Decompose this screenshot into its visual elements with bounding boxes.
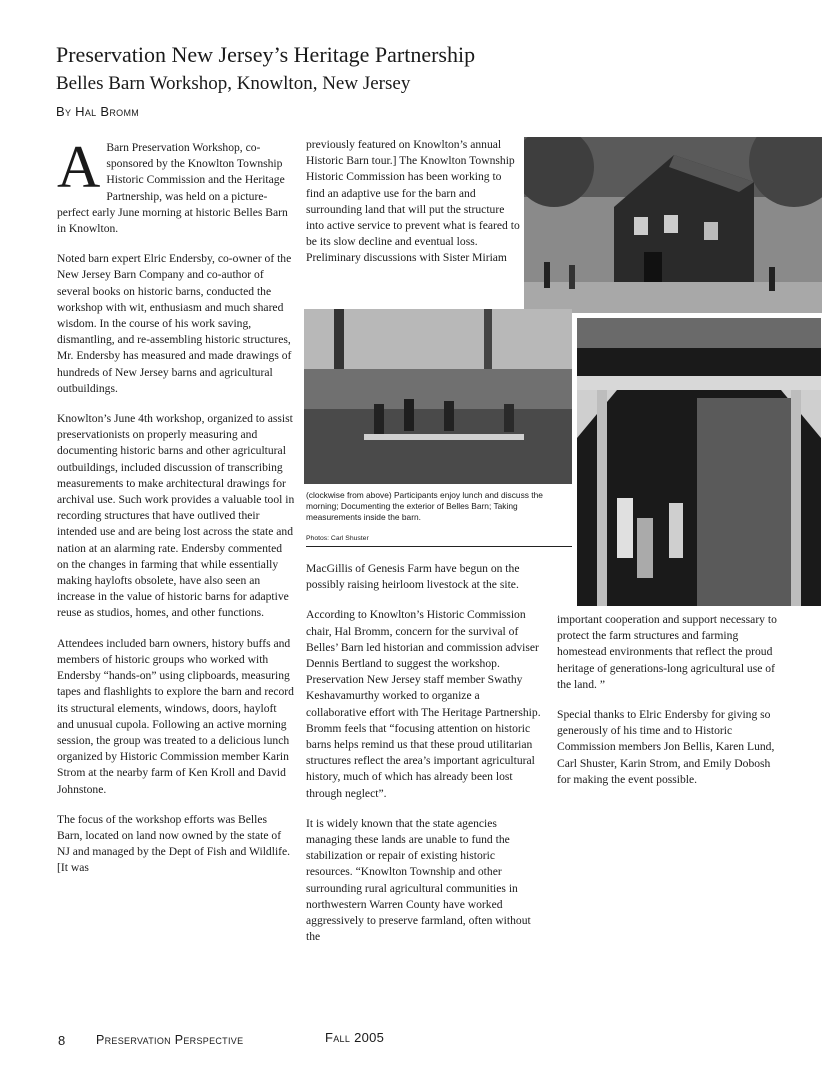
photo-credit: Photos: Carl Shuster [306, 535, 369, 542]
photo-barn-exterior [524, 137, 822, 313]
paragraph: previously featured on Knowlton’s annual Historic Barn tour.] The Knowlton Township Historic Commission has been working to find an adaptive use for the barn and surrounding land that will put the structure into active service to prevent what is feared to be its slow decline and eventual loss. Preliminary discussions with Sister Miriam [306, 138, 520, 265]
photo-caption: (clockwise from above) Participants enjoy lunch and discuss the morning; Documenting the exterior of Belles Barn; Taking measurements inside the barn. [306, 490, 543, 522]
column-2-lower [306, 561, 542, 959]
paragraph: Noted barn expert Elric Endersby, co-owner of the New Jersey Barn Company and co-author of several books on historic barns, conducted the workshop with wit, enthusiasm and much shared wisdom. In the course of his work saving, dismantling, and re-assembling historic structures, Mr. Endersby has measured and made drawings of hundreds of New Jersey barns and agricultural outbuildings. [57, 252, 292, 395]
article-title: Preservation New Jersey’s Heritage Partnership [56, 42, 476, 67]
paragraph: According to Knowlton’s Historic Commission chair, Hal Bromm, concern for the survival of Belles’ Barn led historian and commission adviser Dennis Bertland to suggest the workshop. Preservation New Jersey staff member Swathy Keshavamurthy worked to organize a collaborative effort with The Heritage Partnership. Bromm feels that “focusing attention on historic barns helps remind us that these proud utilitarian structures reflect the area’s important agricultural history, much of which has already been lost through neglect”. [306, 608, 541, 800]
paragraph: MacGillis of Genesis Farm have begun on the possibly raising heirloom livestock at the site. [306, 562, 520, 592]
byline: By Hal Bromm [56, 104, 140, 119]
issue-date: Fall 2005 [325, 1030, 385, 1045]
paragraph: The focus of the workshop efforts was Belles Barn, located on land now owned by the state of NJ and managed by the Dept of Fish and Wildlife. [It was [57, 812, 291, 875]
paragraph: Special thanks to Elric Endersby for giving so generously of his time and to Historic Commission members Jon Bellis, Karen Lund, Carl Shuster, Karin Strom, and Emily Dobosh for making the event possible. [557, 708, 775, 786]
paragraph: It is widely known that the state agencies managing these lands are unable to fund the stabilization or repair of existing historic resources. “Knowlton Township and other surrounding rural agricultural communities in northwestern Warren County have worked aggressively to preserve farmland, often without the [306, 816, 531, 944]
photo-lunch [304, 309, 572, 484]
article-subtitle: Belles Barn Workshop, Knowlton, New Jersey [56, 73, 411, 94]
paragraph: Knowlton’s June 4th workshop, organized to assist preservationists on properly measuring and documenting historic barns and other agricultural outbuildings, included discussion of transcribing measurements to make architectural drawings for archival use. Such work provides a valuable tool in recording structures that have outlived their intended use and are being lost across the state and nation at an alarming rate. Endersby commented on the changes in farming that while essentially making haylofts obsolete, have also seen an increase in the value of historic barns for adaptive reuse as studios, homes, and other functions. [57, 412, 295, 620]
page-number: 8 [58, 1033, 66, 1048]
column-1 [57, 134, 295, 891]
drop-cap: A [57, 134, 101, 200]
paragraph: Attendees included barn owners, history buffs and members of historic groups who worked with Endersby “hands-on” using clipboards, measuring tapes and flashlights to explore the barn and record its structural elements, windows, doors, hayloft and unusual cupola. Following an active morning session, the group was treated to a delicious lunch organized by Historic Commission member Karin Strom at the nearby farm of Ken Kroll and David Johnstone. [57, 636, 294, 796]
column-2-upper [306, 137, 520, 281]
divider [306, 546, 572, 547]
publication-name: Preservation Perspective [96, 1033, 244, 1047]
column-3 [557, 612, 785, 802]
paragraph: A Barn Preservation Workshop, co-sponsored by the Knowlton Township Historic Commission and the Heritage Partnership, was held on a picture-perfect early June morning at historic Belles Barn in Knowlton. [57, 134, 288, 236]
paragraph: important cooperation and support necessary to protect the farm structures and farming homestead environments that reflect the proud heritage of generations-long agricultural use of the land. ” [557, 613, 777, 691]
photo-inside-barn [577, 318, 821, 606]
